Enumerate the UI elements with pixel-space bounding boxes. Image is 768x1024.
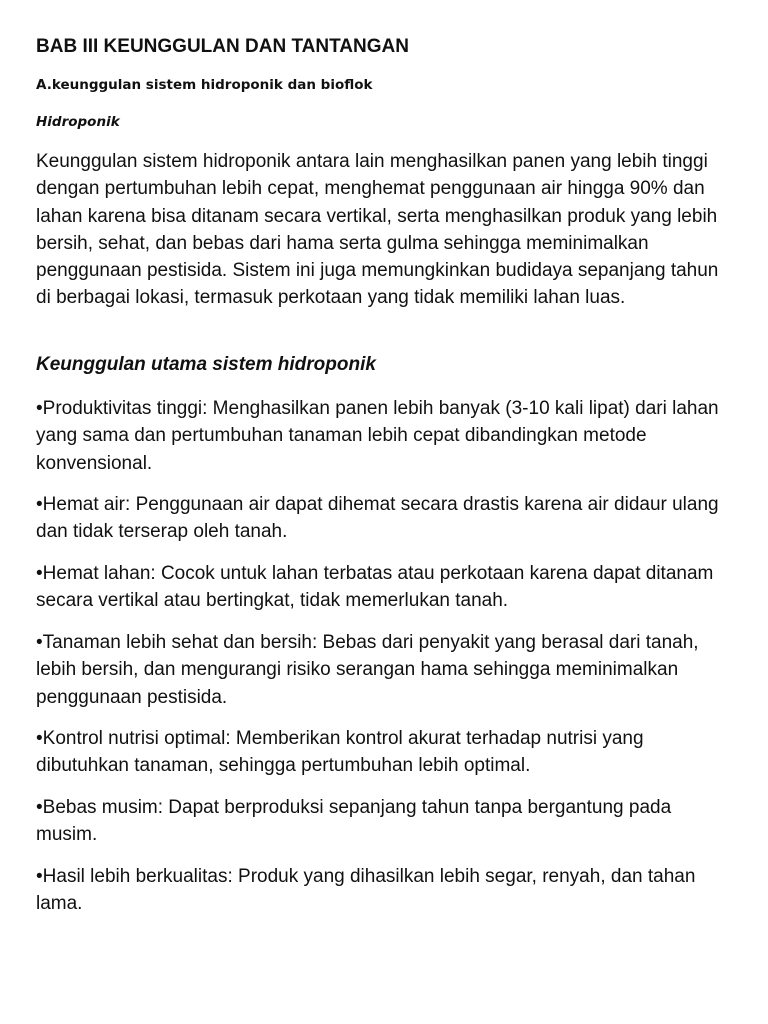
list-item-tanaman-sehat: •Tanaman lebih sehat dan bersih: Bebas dari penyakit yang berasal dari tanah, lebih bersih, dan mengurangi risiko serangan hama sehingga meminimalkan penggunaan pestisida. — [36, 632, 699, 708]
list-heading: Keunggulan utama sistem hidroponik — [36, 354, 376, 375]
section-heading: A.keunggulan sistem hidroponik dan bioflok — [36, 77, 373, 93]
list-item-hemat-lahan: •Hemat lahan: Cocok untuk lahan terbatas atau perkotaan karena dapat ditanam secara vertikal atau bertingkat, tidak memerlukan tanah. — [36, 563, 714, 612]
intro-paragraph: Keunggulan sistem hidroponik antara lain menghasilkan panen yang lebih tinggi dengan pertumbuhan lebih cepat, menghemat penggunaan air hingga 90% dan lahan karena bisa ditanam secara vertikal, serta menghasilkan produk yang lebih bersih, sehat, dan bebas dari hama serta gulma sehingga meminimalkan penggunaan pestisida. Sistem ini juga memungkinkan budidaya sepanjang tahun di berbagai lokasi, termasuk perkotaan yang tidak memiliki lahan luas. — [36, 151, 719, 309]
list-item-produktivitas: •Produktivitas tinggi: Menghasilkan panen lebih banyak (3-10 kali lipat) dari lahan yang sama dan pertumbuhan tanaman lebih cepat dibandingkan metode konvensional. — [36, 398, 719, 474]
chapter-title: BAB III KEUNGGULAN DAN TANTANGAN — [36, 36, 409, 57]
list-item-hasil-berkualitas: •Hasil lebih berkualitas: Produk yang dihasilkan lebih segar, renyah, dan tahan lama. — [36, 866, 696, 915]
sub-heading-hidroponik: Hidroponik — [36, 114, 120, 130]
list-item-hemat-air: •Hemat air: Penggunaan air dapat dihemat secara drastis karena air didaur ulang dan tidak terserap oleh tanah. — [36, 494, 719, 543]
list-item-bebas-musim: •Bebas musim: Dapat berproduksi sepanjang tahun tanpa bergantung pada musim. — [36, 797, 672, 846]
list-item-kontrol-nutrisi: •Kontrol nutrisi optimal: Memberikan kontrol akurat terhadap nutrisi yang dibutuhkan tanaman, sehingga pertumbuhan lebih optimal. — [36, 728, 644, 777]
